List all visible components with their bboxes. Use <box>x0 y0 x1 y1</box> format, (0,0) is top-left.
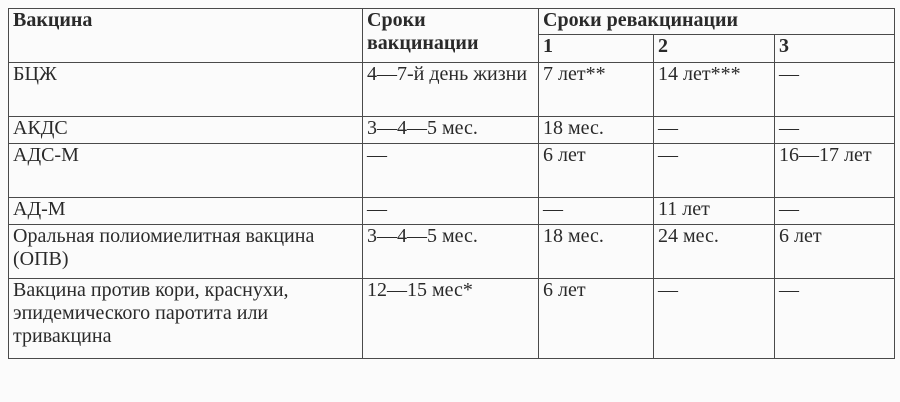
header-vaccine: Вакцина <box>9 9 363 63</box>
table-row <box>9 63 895 117</box>
cell-revaccination-1: 6 лет <box>539 279 654 359</box>
cell-vaccine: АД-М <box>9 198 363 225</box>
vaccination-schedule-table <box>8 8 895 359</box>
cell-vaccine: АДС-М <box>9 144 363 198</box>
header-revaccination-timing: Сроки ревакцинации <box>539 9 895 35</box>
cell-revaccination-2: — <box>654 117 775 144</box>
table-header-row <box>9 9 895 35</box>
cell-revaccination-1: 7 лет** <box>539 63 654 117</box>
header-vaccination-timing: Сроки вакцинации <box>363 9 539 63</box>
cell-vaccination-text: 4—7-й день жизни <box>367 63 528 85</box>
cell-vaccine: БЦЖ <box>9 63 363 117</box>
cell-vaccination: 12—15 мес* <box>363 279 539 359</box>
cell-revaccination-3: — <box>775 198 895 225</box>
cell-revaccination-3: — <box>775 279 895 359</box>
cell-vaccine <box>9 225 363 279</box>
table-row <box>9 198 895 225</box>
table-row <box>9 279 895 359</box>
cell-vaccination: — <box>363 198 539 225</box>
header-revaccination-2: 2 <box>654 35 775 63</box>
cell-vaccine-text: Вакцина против кори, краснухи, эпидемического паротита или тривакцина <box>13 279 289 347</box>
table-row <box>9 144 895 198</box>
cell-revaccination-3: 6 лет <box>775 225 895 279</box>
cell-vaccination: 3—4—5 мес. <box>363 225 539 279</box>
cell-revaccination-1: 6 лет <box>539 144 654 198</box>
cell-vaccine-text: Оральная полиомиелитная вакцина (ОПВ) <box>13 225 315 270</box>
table-row <box>9 117 895 144</box>
cell-revaccination-3: — <box>775 117 895 144</box>
cell-vaccine <box>9 279 363 359</box>
cell-revaccination-2: 11 лет <box>654 198 775 225</box>
cell-revaccination-2: — <box>654 279 775 359</box>
cell-revaccination-2: 14 лет*** <box>654 63 775 117</box>
cell-revaccination-2: 24 мес. <box>654 225 775 279</box>
cell-vaccine: АКДС <box>9 117 363 144</box>
cell-revaccination-1: 18 мес. <box>539 117 654 144</box>
cell-vaccination <box>363 63 539 117</box>
cell-revaccination-1: 18 мес. <box>539 225 654 279</box>
header-revaccination-1: 1 <box>539 35 654 63</box>
header-revaccination-3: 3 <box>775 35 895 63</box>
cell-revaccination-2: — <box>654 144 775 198</box>
table-row <box>9 225 895 279</box>
cell-vaccination: 3—4—5 мес. <box>363 117 539 144</box>
cell-revaccination-3: — <box>775 63 895 117</box>
cell-revaccination-3: 16—17 лет <box>775 144 895 198</box>
cell-vaccination: — <box>363 144 539 198</box>
cell-revaccination-1: — <box>539 198 654 225</box>
